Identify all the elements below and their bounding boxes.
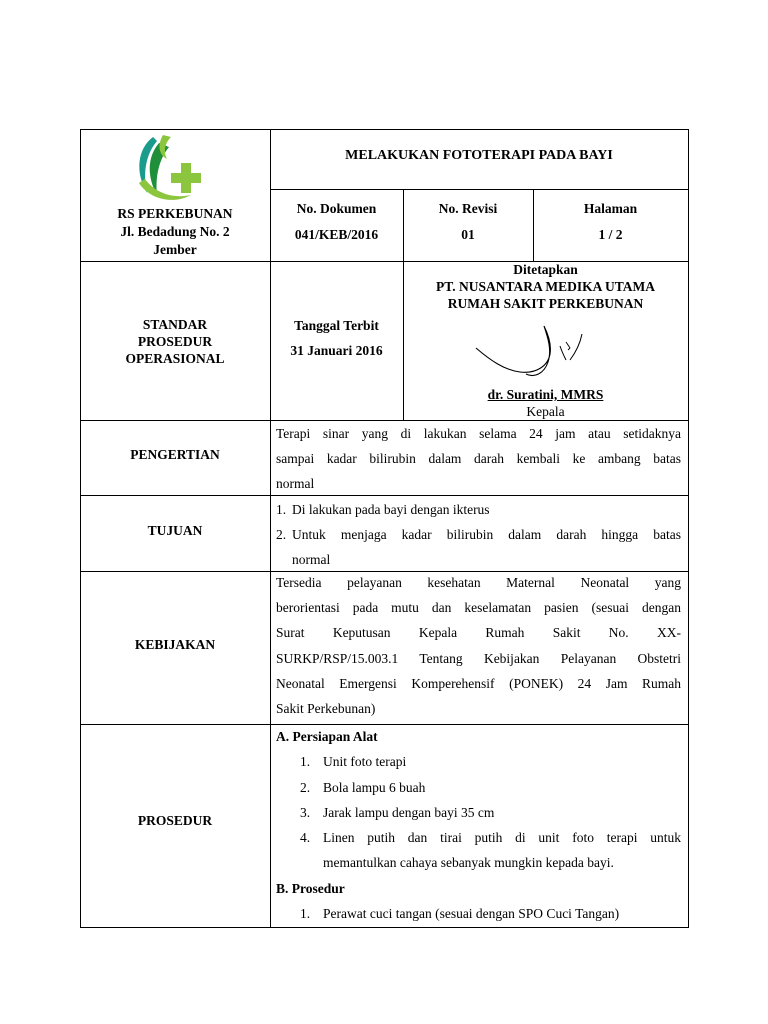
tujuan-item2 [276,522,681,572]
revision-value: 01 [461,227,475,242]
section-a-item3-text: Jarak lampu dengan bayi 35 cm [323,804,495,820]
hospital-name-line1: RS PERKEBUNAN [117,206,233,221]
pengertian-line2: sampai kadar bilirubin dalam darah kembali ke ambang batas [276,451,681,466]
pengertian-line1: Terapi sinar yang di lakukan selama 24 jam atau setidaknya [276,426,681,441]
table-border-bottom [80,927,688,928]
prosedur-label: PROSEDUR [137,813,213,828]
pengertian-line3: normal [276,476,315,491]
tujuan-content [276,497,681,572]
kebijakan-line1: Tersedia pelayanan kesehatan Maternal Neonatal yang [276,575,681,590]
kebijakan-label: KEBIJAKAN [134,637,216,652]
section-a-item4-number: 4. [300,830,311,846]
pengertian-label: PENGERTIAN [130,447,220,462]
hospital-logo-icon [133,133,213,205]
pengertian-content [276,421,681,496]
section-a-item2-text: Bola lampu 6 buah [323,779,426,795]
tujuan-item1 [276,497,681,522]
section-a-item3-number: 3. [300,804,311,820]
signer-title: Kepala [526,404,565,419]
issue-date-value: 31 Januari 2016 [290,343,383,358]
table-border-right [688,129,689,928]
sop-label-line2: PROSEDUR [137,334,213,349]
issue-date-label: Tanggal Terbit [294,318,379,333]
kebijakan-line6: Sakit Perkebunan) [276,701,376,717]
kebijakan-line2: berorientasi pada mutu dan keselamatan pasien (sesuai dengan [276,600,681,616]
section-b-item1-text: Perawat cuci tangan (sesuai dengan SPO Cuci Tangan) [323,906,620,922]
page-label: Halaman [583,201,638,216]
section-a-item1-number: 1. [300,754,311,770]
signer-name: dr. Suratini, MMRS [487,387,604,402]
tujuan-item2-line2: normal [292,552,331,567]
section-a-item2-number: 2. [300,779,311,795]
prosedur-content [276,724,681,926]
revision-label: No. Revisi [438,201,498,216]
section-b-heading: B. Prosedur [276,880,345,896]
tujuan-item2-line1: Untuk menjaga kadar bilirubin dalam darah hingga batas [292,527,681,542]
tujuan-item2-number: 2. [276,527,287,542]
hospital-address-line: Jl. Bedadung No. 2 [120,224,230,239]
section-a-item2 [276,775,681,800]
kebijakan-line4: SURKP/RSP/15.003.1 Tentang Kebijakan Pelayanan Obstetri [276,650,681,666]
doc-number-value: 041/KEB/2016 [294,227,379,242]
approved-label: Ditetapkan [513,262,578,277]
table-divider-column [270,129,271,928]
approving-organization: PT. NUSANTARA MEDIKA UTAMA [435,279,655,294]
page-value: 1 / 2 [598,227,623,242]
section-a-item4-line2: memantulkan cahaya sebanyak mungkin kepada bayi. [323,855,614,871]
kebijakan-line5: Neonatal Emergensi Komperehensif (PONEK) 24 Jam Rumah [276,675,681,691]
section-b-item1 [276,901,681,926]
section-a-item1-text: Unit foto terapi [323,754,407,770]
kebijakan-line3: Surat Keputusan Kepala Rumah Sakit No. XX- [276,625,681,641]
tujuan-item1-number: 1. [276,502,287,517]
sop-label-line3: OPERASIONAL [125,351,225,366]
doc-number-label: No. Dokumen [296,201,377,216]
hospital-name [80,205,270,259]
section-a-item4 [276,825,681,876]
section-a-item1 [276,749,681,774]
signature-icon [470,320,600,390]
hospital-city-line: Jember [153,242,197,257]
row-divider-title [270,189,688,190]
hospital-logo [133,133,213,205]
sop-label-line1: STANDAR [142,317,208,332]
section-a-item4-line1: Linen putih dan tirai putih di unit foto terapi untuk [323,830,681,846]
tujuan-label: TUJUAN [147,523,203,538]
approving-hospital: RUMAH SAKIT PERKEBUNAN [447,296,644,311]
kebijakan-content [276,570,681,721]
tujuan-item1-text: Di lakukan pada bayi dengan ikterus [292,502,490,517]
section-b-item1-number: 1. [300,906,311,922]
table-border-top [80,129,688,130]
sop-label [80,316,270,367]
section-a-item3 [276,800,681,825]
document-title: MELAKUKAN FOTOTERAPI PADA BAYI [345,148,613,163]
section-a-heading: A. Persiapan Alat [276,729,378,744]
